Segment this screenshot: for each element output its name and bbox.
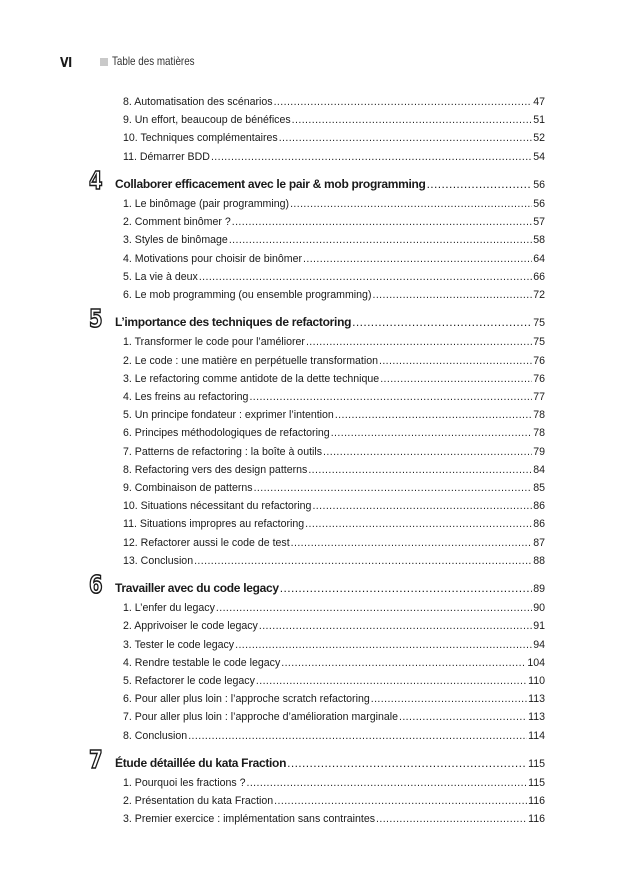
page-ref: 113: [528, 693, 545, 706]
dot-leader: [306, 336, 532, 348]
page-ref: 116: [528, 795, 545, 808]
dot-leader: [199, 271, 532, 283]
dot-leader: [331, 427, 533, 439]
section-title: 3. Styles de binômage: [123, 234, 228, 247]
section-title: 4. Motivations pour choisir de binômer: [123, 252, 303, 265]
section-title: 8. Conclusion: [123, 729, 188, 742]
section-entry: [123, 730, 545, 742]
section-title: 7. Pour aller plus loin : l’approche d’amélioration marginale: [123, 711, 398, 724]
page-ref: 78: [533, 427, 545, 440]
section-title: 12. Refactorer aussi le code de test: [123, 536, 290, 549]
page-ref: 87: [533, 536, 545, 549]
section-entry: [123, 518, 545, 530]
page-ref: 76: [533, 354, 545, 367]
section-title: 3. Tester le code legacy: [123, 638, 235, 651]
chapter-entry: [115, 756, 545, 770]
dot-leader: [372, 289, 532, 301]
section-entry: [123, 693, 545, 705]
section-title: 7. Patterns de refactoring : la boîte à outils: [123, 445, 323, 458]
section-title: 6. Le mob programming (ou ensemble programming): [123, 289, 372, 301]
page-ref: 76: [533, 372, 545, 385]
page-ref: 58: [533, 234, 545, 247]
dot-leader: [279, 132, 533, 144]
section-title: 8. Refactoring vers des design patterns: [123, 463, 308, 476]
section-entry: [123, 602, 545, 614]
section-entry: [123, 253, 545, 265]
page-number: VI: [60, 55, 72, 71]
section-entry: [123, 675, 545, 687]
dot-leader: [274, 795, 527, 807]
section-entry: [123, 537, 545, 549]
dot-leader: [335, 409, 532, 421]
page-ref: 94: [533, 638, 545, 651]
section-entry: [123, 446, 545, 458]
section-title: 5. Refactorer le code legacy: [123, 675, 255, 687]
dot-leader: [249, 391, 532, 403]
page-ref: 56: [533, 198, 545, 210]
dot-leader: [232, 216, 532, 228]
dot-leader: [281, 657, 526, 669]
section-entry: [123, 132, 545, 144]
section-entry: [123, 289, 545, 301]
section-entry: [123, 639, 545, 651]
section-title: 1. Le binômage (pair programming): [123, 198, 290, 210]
dot-leader: [274, 96, 533, 108]
section-entry: [123, 464, 545, 476]
chapter-entry: [115, 581, 545, 595]
section-title: 5. Un principe fondateur : exprimer l’intention: [123, 409, 334, 422]
section-title: 9. Combinaison de patterns: [123, 482, 253, 494]
page-ref: 57: [533, 216, 545, 229]
dot-leader: [254, 482, 533, 494]
section-entry: [123, 409, 545, 421]
page-ref: 47: [533, 96, 545, 108]
chapter-title: L’importance des techniques de refactoring: [115, 315, 352, 330]
page-ref: 79: [533, 445, 545, 458]
section-title: 2. Présentation du kata Fraction: [123, 795, 274, 808]
section-title: 13. Conclusion: [123, 554, 194, 567]
section-title: 6. Pour aller plus loin : l’approche scratch refactoring: [123, 693, 370, 706]
section-title: 3. Le refactoring comme antidote de la dette technique: [123, 372, 380, 385]
dot-leader: [290, 198, 532, 210]
page-ref: 78: [533, 409, 545, 422]
dot-leader: [380, 373, 532, 385]
section-entry: [123, 500, 545, 512]
chapter-number: 7: [89, 744, 103, 774]
section-title: 3. Premier exercice : implémentation sans contraintes: [123, 813, 376, 826]
page-ref: 84: [533, 463, 545, 476]
page-ref: 75: [533, 336, 545, 349]
section-entry: [123, 391, 545, 403]
section-entry: [123, 151, 545, 163]
chapter-number: 5: [89, 304, 103, 334]
section-entry: [123, 216, 545, 228]
dot-leader: [292, 114, 533, 126]
dot-leader: [308, 464, 532, 476]
dot-leader: [303, 253, 532, 265]
dot-leader: [376, 813, 527, 825]
page-ref: 88: [533, 554, 545, 567]
section-entry: [123, 198, 545, 210]
section-title: 2. Apprivoiser le code legacy: [123, 620, 258, 633]
section-title: 9. Un effort, beaucoup de bénéfices: [123, 114, 291, 127]
section-title: 8. Automatisation des scénarios: [123, 96, 273, 108]
section-title: 5. La vie à deux: [123, 270, 198, 283]
chapter-entry: [115, 315, 545, 329]
dot-leader: [323, 446, 532, 458]
dot-leader: [399, 711, 527, 723]
dot-leader: [194, 555, 532, 567]
section-title: 10. Techniques complémentaires: [123, 132, 278, 145]
dot-leader: [188, 730, 527, 742]
page-ref: 110: [528, 675, 545, 687]
section-title: 1. Pourquoi les fractions ?: [123, 777, 246, 789]
page-ref: 115: [528, 757, 545, 770]
dot-leader: [235, 639, 532, 651]
section-entry: [123, 336, 545, 348]
section-title: 1. L’enfer du legacy: [123, 602, 215, 615]
chapter-title: Travailler avec du code legacy: [115, 581, 279, 595]
dot-leader: [247, 777, 528, 789]
section-title: 4. Les freins au refactoring: [123, 391, 249, 403]
header-title: Table des matières: [112, 54, 195, 68]
dot-leader: [216, 602, 532, 614]
dot-leader: [312, 500, 532, 512]
page-ref: 85: [533, 482, 545, 494]
page-ref: 86: [533, 518, 545, 531]
chapter-entry: [115, 177, 545, 191]
dot-leader: [427, 177, 533, 191]
page-ref: 116: [528, 813, 545, 826]
page-ref: 54: [533, 150, 545, 163]
dot-leader: [287, 756, 527, 770]
section-title: 10. Situations nécessitant du refactoring: [123, 500, 312, 513]
section-entry: [123, 114, 545, 126]
section-entry: [123, 96, 545, 108]
page-ref: 104: [527, 656, 545, 669]
section-entry: [123, 555, 545, 567]
page-ref: 86: [533, 500, 545, 513]
page-ref: 52: [533, 132, 545, 145]
dot-leader: [379, 355, 532, 367]
page-ref: 90: [533, 602, 545, 615]
dot-leader: [259, 620, 532, 632]
section-title: 11. Démarrer BDD: [123, 150, 210, 163]
page-ref: 115: [528, 777, 545, 789]
page-ref: 51: [533, 114, 545, 127]
section-entry: [123, 373, 545, 385]
page-ref: 75: [533, 317, 545, 330]
section-title: 1. Transformer le code pour l’améliorer: [123, 336, 305, 349]
page-ref: 77: [533, 391, 545, 403]
dot-leader: [229, 234, 532, 246]
page-ref: 56: [533, 178, 545, 191]
section-entry: [123, 271, 545, 283]
section-entry: [123, 427, 545, 439]
dot-leader: [280, 581, 532, 595]
section-entry: [123, 777, 545, 789]
dot-leader: [371, 693, 527, 705]
page-ref: 66: [533, 270, 545, 283]
chapter-number: 6: [89, 570, 103, 599]
chapter-number: 4: [89, 165, 103, 195]
section-title: 2. Comment binômer ?: [123, 216, 231, 229]
dot-leader: [256, 675, 527, 687]
dot-leader: [352, 315, 532, 329]
chapter-title: Collaborer efficacement avec le pair & mob programming: [115, 176, 426, 191]
section-entry: [123, 795, 545, 807]
section-title: 2. Le code : une matière en perpétuelle transformation: [123, 354, 378, 367]
dot-leader: [305, 518, 532, 530]
section-entry: [123, 355, 545, 367]
page-ref: 113: [528, 711, 545, 724]
page-ref: 114: [528, 729, 545, 742]
section-entry: [123, 813, 545, 825]
section-title: 4. Rendre testable le code legacy: [123, 656, 281, 669]
section-entry: [123, 657, 545, 669]
chapter-title: Étude détaillée du kata Fraction: [115, 755, 287, 770]
section-title: 6. Principes méthodologiques de refactoring: [123, 427, 330, 440]
dot-leader: [211, 151, 532, 163]
page-ref: 91: [533, 620, 545, 633]
dot-leader: [291, 537, 533, 549]
section-entry: [123, 482, 545, 494]
page-ref: 72: [533, 289, 545, 301]
section-entry: [123, 711, 545, 723]
page-ref: 64: [533, 252, 545, 265]
section-entry: [123, 234, 545, 246]
section-entry: [123, 620, 545, 632]
section-title: 11. Situations impropres au refactoring: [123, 518, 305, 531]
page-ref: 89: [533, 583, 545, 595]
